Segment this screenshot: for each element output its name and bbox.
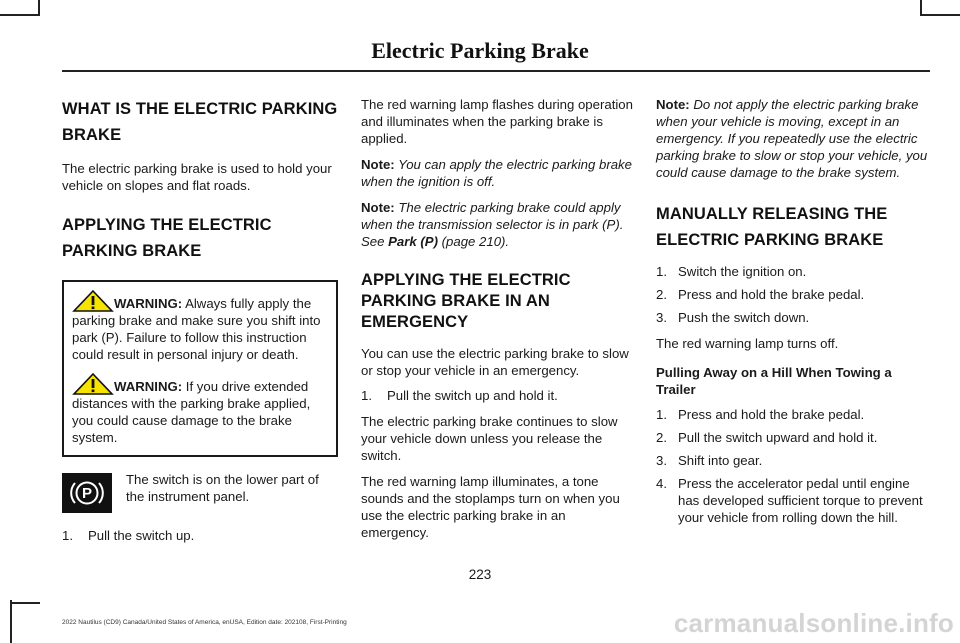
park-page-link[interactable]: Park (P) — [388, 234, 438, 249]
warning-label: WARNING: — [114, 296, 183, 311]
column-left — [62, 96, 338, 544]
paragraph-lamp-tone: The red warning lamp illuminates, a tone sounds and the stoplamps turn on when you use the electric parking brake in an emergency. — [361, 474, 620, 540]
paragraph-emergency: You can use the electric parking brake to slow or stop your vehicle in an emergency. — [361, 346, 629, 378]
crop-mark — [920, 14, 960, 16]
warning-item — [72, 373, 328, 446]
edition-footer: 2022 Nautilus (CD9) Canada/United States of America, enUSA, Edition date: 202108, First-Printing — [62, 619, 347, 626]
crop-mark — [10, 600, 12, 643]
heading-what-is: WHAT IS THE ELECTRIC PARKING BRAKE — [62, 100, 338, 144]
switch-location-text: The switch is on the lower part of the instrument panel. — [126, 472, 319, 504]
list-item: 1. Pull the switch up and hold it. — [361, 388, 558, 403]
warning-text: Always fully apply the parking brake and make sure you shift into park (P). Failure to follow this instruction could result in personal injury or death. — [72, 296, 321, 362]
paragraph-lamp-flashes: The red warning lamp flashes during operation and illuminates when the parking brake is applied. — [361, 97, 633, 146]
paragraph-lamp-off: The red warning lamp turns off. — [656, 336, 839, 351]
release-steps — [656, 263, 928, 326]
warning-text: If you drive extended distances with the parking brake applied, you could cause damage to the brake system. — [72, 379, 311, 445]
note-moving: Note: Do not apply the electric parking brake when your vehicle is moving, except in an emergency. If you repeatedly use the electric parking brake to slow or stop your vehicle, you could cause damage to the brake system. — [656, 97, 928, 180]
paragraph-what-is: The electric parking brake is used to hold your vehicle on slopes and flat roads. — [62, 161, 332, 193]
emergency-steps — [361, 387, 633, 404]
warning-box — [62, 280, 338, 457]
list-item: 1. Pull the switch up. — [62, 528, 195, 543]
crop-mark — [10, 602, 40, 604]
warning-triangle-icon — [72, 290, 114, 312]
parking-brake-symbol-icon — [67, 476, 107, 510]
towing-steps — [656, 406, 928, 526]
list-item: 4. Press the accelerator pedal until engine has developed sufficient torque to prevent your vehicle from rolling down the hill. — [656, 476, 923, 525]
paragraph-continues: The electric parking brake continues to slow your vehicle down unless you release the switch. — [361, 414, 618, 463]
page-number: 223 — [468, 567, 492, 582]
warning-item — [72, 290, 328, 363]
column-right — [656, 96, 928, 526]
heading-applying: APPLYING THE ELECTRIC PARKING BRAKE — [62, 216, 272, 260]
header-rule — [62, 70, 930, 72]
list-item: 3. Shift into gear. — [656, 453, 763, 468]
parking-brake-letter: P — [81, 485, 93, 502]
parking-brake-icon — [62, 473, 112, 513]
switch-location — [62, 471, 338, 513]
apply-steps — [62, 527, 338, 544]
list-item: 3. Push the switch down. — [656, 310, 810, 325]
list-item: 1. Press and hold the brake pedal. — [656, 407, 865, 422]
heading-emergency: APPLYING THE ELECTRIC PARKING BRAKE IN AN EMERGENCY — [361, 271, 571, 331]
note-park: Note: The electric parking brake could apply when the transmission selector is in park (P). See Park (P) (page 210). — [361, 200, 624, 249]
subheading-towing: Pulling Away on a Hill When Towing a Trailer — [656, 365, 892, 397]
heading-manually-releasing: MANUALLY RELEASING THE ELECTRIC PARKING BRAKE — [656, 205, 888, 249]
warning-label: WARNING: — [114, 379, 183, 394]
note-ignition-off: Note: You can apply the electric parking brake when the ignition is off. — [361, 157, 632, 189]
watermark: carmanualsonline.info — [673, 608, 954, 638]
crop-mark — [0, 14, 40, 16]
page-header-title: Electric Parking Brake — [371, 38, 589, 63]
warning-triangle-icon — [72, 373, 114, 395]
list-item: 2. Press and hold the brake pedal. — [656, 287, 865, 302]
crop-mark — [920, 0, 922, 16]
list-item: 2. Pull the switch upward and hold it. — [656, 430, 878, 445]
list-item: 1. Switch the ignition on. — [656, 264, 807, 279]
column-middle — [361, 96, 633, 541]
crop-mark — [38, 0, 40, 16]
